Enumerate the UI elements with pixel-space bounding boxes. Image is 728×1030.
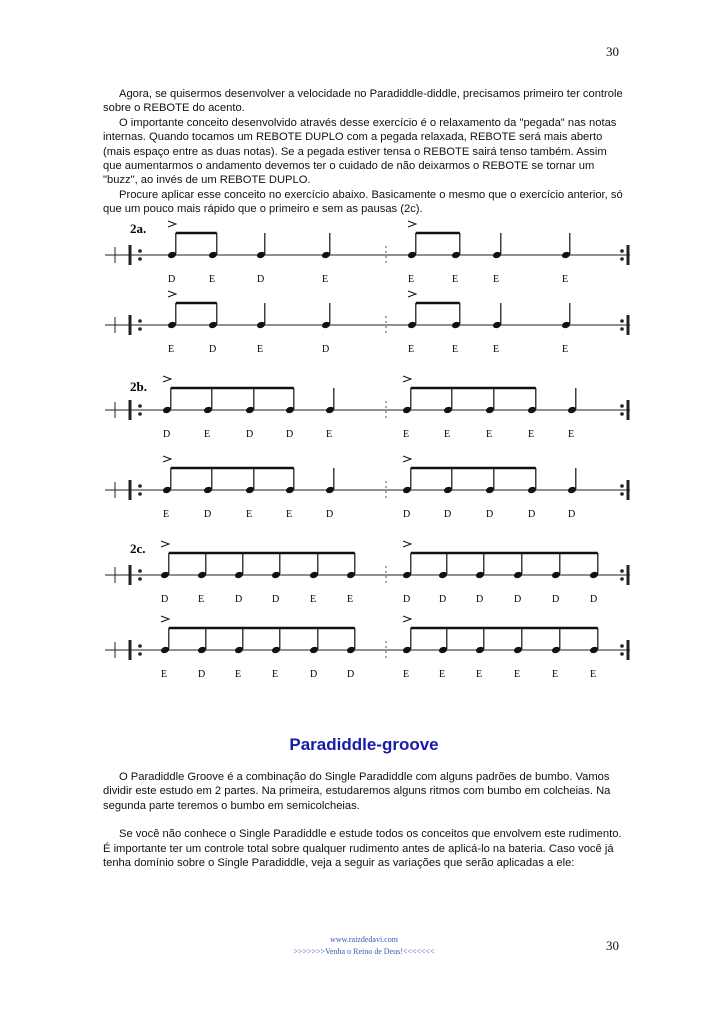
repeat-dot [138, 412, 142, 416]
repeat-dot [620, 492, 624, 496]
accent-mark [403, 456, 411, 462]
sticking-letter: D [514, 594, 522, 605]
sticking-letter: D [235, 594, 243, 605]
accent-mark [403, 616, 411, 622]
repeat-dot [620, 644, 624, 648]
sticking-letter: E [310, 594, 317, 605]
repeat-dot [620, 569, 624, 573]
accent-mark [403, 541, 411, 547]
sticking-letter: E [322, 274, 329, 285]
exercise-label: 2a. [130, 221, 147, 236]
section-title: Paradiddle-groove [289, 735, 439, 754]
sticking-letter: E [326, 429, 333, 440]
sticking-letter: E [403, 669, 410, 680]
footer-url[interactable]: www.raizdedavi.com [330, 935, 398, 944]
sticking-letter: D [161, 594, 169, 605]
sticking-letter: D [204, 509, 212, 520]
repeat-dot [138, 569, 142, 573]
sticking-letter: E [272, 669, 279, 680]
accent-mark [161, 616, 169, 622]
sticking-letter: D [198, 669, 206, 680]
intro-paragraph: Agora, se quisermos desenvolver a velocidade no Paradiddle-diddle, precisamos primeiro ter controle sobre o REBOTE do acento. [103, 88, 623, 115]
sticking-letter: E [161, 669, 168, 680]
intro-paragraph: O importante conceito desenvolvido através desse exercício é o relaxamento da "pegada" nas notas internas. Quando tocamos um REBOTE DUPLO com a pegada relaxada, REBOTE será mais aberto (mais espaço entre as duas notas). Se a pegada estiver tensa o REBOTE sairá tenso também. Assim que aumentarmos o andamento devemos ter o cuidado de não deixarmos o REBOTE se tornar um "buzz", ao invés de um REBOTE DUPLO. [103, 116, 617, 187]
sticking-letter: E [452, 274, 459, 285]
sticking-letter: D [439, 594, 447, 605]
sticking-letter: E [528, 429, 535, 440]
sticking-letter: D [347, 669, 355, 680]
sticking-letter: E [403, 429, 410, 440]
repeat-dot [138, 327, 142, 331]
sticking-letter: E [408, 344, 415, 355]
footer-tagline: >>>>>>>Venha o Reino de Deus!<<<<<<< [293, 947, 435, 956]
repeat-dot [620, 412, 624, 416]
sticking-letter: D [168, 274, 176, 285]
groove-paragraph: O Paradiddle Groove é a combinação do Single Paradiddle com alguns padrões de bumbo. Vamos dividir este estudo em 2 partes. Na primeira, estudaremos alguns ritmos com bumbo em colcheias. Na segunda parte teremos o bumbo em semicolcheias. [103, 771, 611, 812]
sticking-letter: E [168, 344, 175, 355]
accent-mark [408, 291, 416, 297]
groove-text [103, 770, 623, 870]
sticking-letter: E [235, 669, 242, 680]
sticking-letter: E [493, 344, 500, 355]
accent-mark [161, 541, 169, 547]
sticking-letter: D [568, 509, 576, 520]
sticking-letter: D [326, 509, 334, 520]
sticking-letter: D [272, 594, 280, 605]
sticking-letter: E [476, 669, 483, 680]
sticking-letter: E [562, 344, 569, 355]
sticking-letter: D [403, 594, 411, 605]
sticking-letter: E [347, 594, 354, 605]
sticking-letter: D [476, 594, 484, 605]
repeat-dot [620, 484, 624, 488]
repeat-dot [620, 404, 624, 408]
sticking-letter: D [246, 429, 254, 440]
sticking-letter: D [322, 344, 330, 355]
groove-paragraph: Se você não conhece o Single Paradiddle e estude todos os conceitos que envolvem este rudimento. É importante ter um controle total sobre qualquer rudimento antes de aplicá-lo na bateria. Caso você já tenha domínio sobre o Single Paradiddle, veja a seguir as variações que serão aplicadas a ele: [103, 828, 622, 870]
sticking-letter: D [528, 509, 536, 520]
page-number-top: 30 [606, 44, 619, 59]
sticking-letter: E [562, 274, 569, 285]
accent-mark [408, 221, 416, 227]
sticking-letter: E [209, 274, 216, 285]
exercise-label: 2b. [130, 379, 147, 394]
sticking-letter: D [286, 429, 294, 440]
sticking-letter: E [452, 344, 459, 355]
repeat-dot [138, 484, 142, 488]
repeat-dot [138, 319, 142, 323]
repeat-dot [620, 652, 624, 656]
sticking-letter: E [439, 669, 446, 680]
sticking-letter: D [257, 274, 265, 285]
repeat-dot [138, 644, 142, 648]
sticking-letter: E [198, 594, 205, 605]
repeat-dot [138, 492, 142, 496]
repeat-dot [620, 319, 624, 323]
sticking-letter: E [444, 429, 451, 440]
sticking-letter: D [552, 594, 560, 605]
repeat-dot [138, 577, 142, 581]
repeat-dot [620, 327, 624, 331]
exercise-label: 2c. [130, 541, 146, 556]
intro-paragraph: Procure aplicar esse conceito no exercício abaixo. Basicamente o mesmo que o exercício anterior, só que um pouco mais rápido que o primeiro e sem as pausas (2c). [103, 188, 623, 216]
repeat-dot [138, 257, 142, 261]
sticking-letter: E [552, 669, 559, 680]
repeat-dot [620, 577, 624, 581]
sticking-letter: E [514, 669, 521, 680]
accent-mark [163, 456, 171, 462]
repeat-dot [620, 249, 624, 253]
sticking-letter: E [486, 429, 493, 440]
repeat-dot [138, 404, 142, 408]
sticking-letter: E [257, 344, 264, 355]
sticking-letter: D [444, 509, 452, 520]
sticking-letter: D [310, 669, 318, 680]
sticking-letter: E [408, 274, 415, 285]
sticking-letter: E [590, 669, 597, 680]
sticking-letter: E [493, 274, 500, 285]
accent-mark [168, 291, 176, 297]
sticking-letter: D [486, 509, 494, 520]
sticking-letter: D [209, 344, 217, 355]
sticking-letter: E [204, 429, 211, 440]
sticking-letter: E [246, 509, 253, 520]
accent-mark [163, 376, 171, 382]
repeat-dot [620, 257, 624, 261]
accent-mark [168, 221, 176, 227]
sticking-letter: D [403, 509, 411, 520]
accent-mark [403, 376, 411, 382]
sticking-letter: D [163, 429, 171, 440]
sticking-letter: E [286, 509, 293, 520]
repeat-dot [138, 652, 142, 656]
page-number-bottom: 30 [606, 938, 619, 953]
sticking-letter: E [163, 509, 170, 520]
sticking-letter: E [568, 429, 575, 440]
repeat-dot [138, 249, 142, 253]
sticking-letter: D [590, 594, 598, 605]
